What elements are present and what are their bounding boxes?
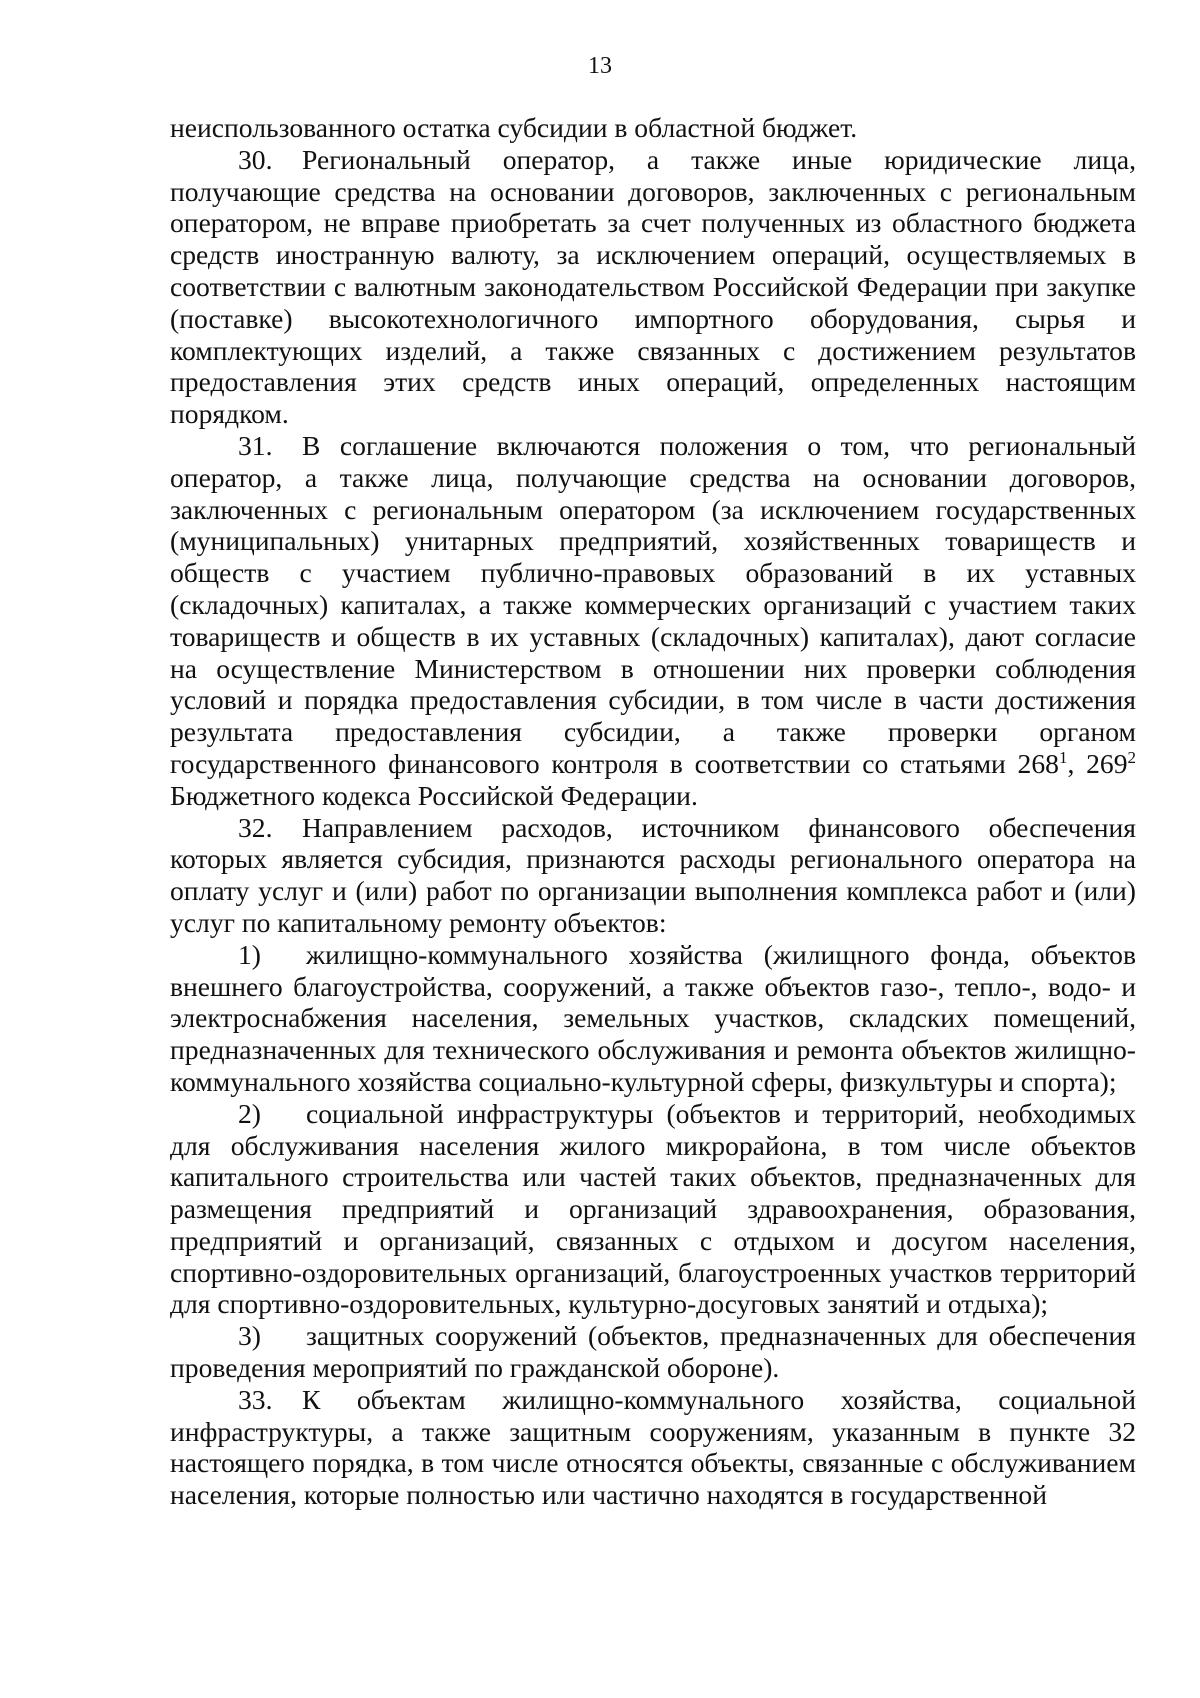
paragraph-text: К объектам жилищно-коммунального хозяйства, социальной инфраструктуры, а также защитным сооружениям, указанным в пункте 32 настоящего порядка, в том числе относятся объекты, связанные с обслуживанием населения, которые полностью или частично находятся в государственной: [170, 1383, 1136, 1511]
paragraph-text: , 269: [1067, 747, 1128, 779]
superscript: 1: [1058, 747, 1068, 767]
paragraph-text: Направлением расходов, источником финансового обеспечения которых является субсидия, признаются расходы регионального оператора на оплату услуг и (или) работ по организации выполнения комплекса работ и (или) услуг по капитальному ремонту объектов:: [170, 811, 1136, 938]
paragraph-32-item-2: [170, 1098, 1136, 1321]
item-number: 2): [238, 1097, 261, 1129]
item-number: 3): [238, 1320, 261, 1352]
superscript: 2: [1127, 747, 1137, 767]
paragraph-text: защитных сооружений (объектов, предназначенных для обеспечения проведения мероприятий по гражданской обороне).: [170, 1320, 1136, 1384]
paragraph-32-item-1: [170, 939, 1136, 1098]
paragraph-number: 31.: [238, 429, 273, 461]
document-body: [170, 112, 1136, 1511]
paragraph-text: Бюджетного кодекса Российской Федерации.: [170, 779, 698, 811]
paragraph-33: [170, 1384, 1136, 1511]
paragraph-continuation: [170, 112, 1136, 144]
paragraph-text: социальной инфраструктуры (объектов и территорий, необходимых для обслуживания населения жилого микрорайона, в том числе объектов капитального строительства или частей таких объектов, предназначенных для размещения предприятий и организаций здравоохранения, образования, предприятий и организаций, связанных с отдыхом и досугом населения, спортивно-оздоровительных организаций, благоустроенных участков территорий для спортивно-оздоровительных, культурно-досуговых занятий и отдыха);: [170, 1097, 1136, 1320]
paragraph-number: 33.: [238, 1383, 273, 1415]
paragraph-text: В соглашение включаются положения о том, что региональный оператор, а также лица, получающие средства на основании договоров, заключенных с региональным оператором (за исключением государственных (муниципальных) унитарных предприятий, хозяйственных товариществ и обществ с участием публично-правовых образований в их уставных (складочных) капиталах, а также коммерческих организаций с участием таких товариществ и обществ в их уставных (складочных) капиталах), дают согласие на осуществление Министерством в отношении них проверки соблюдения условий и порядка предоставления субсидии, в том числе в части достижения результата предоставления субсидии, а также проверки органом государственного финансового контроля в соответствии со статьями 268: [170, 429, 1136, 779]
paragraph-text: неиспользованного остатка субсидии в областной бюджет.: [170, 112, 858, 143]
item-number: 1): [238, 938, 261, 970]
paragraph-text: жилищно-коммунального хозяйства (жилищного фонда, объектов внешнего благоустройства, сооружений, а также объектов газо-, тепло-, водо- и электроснабжения населения, земельных участков, складских помещений, предназначенных для технического обслуживания и ремонта объектов жилищно-коммунального хозяйства социально-культурной сферы, физкультуры и спорта);: [170, 938, 1136, 1097]
paragraph-number: 32.: [238, 811, 273, 843]
paragraph-32: [170, 812, 1136, 939]
page-number: 13: [588, 53, 612, 79]
paragraph-30: [170, 144, 1136, 430]
paragraph-32-item-3: [170, 1320, 1136, 1384]
paragraph-number: 30.: [238, 143, 273, 175]
paragraph-text: Региональный оператор, а также иные юридические лица, получающие средства на основании договоров, заключенных с региональным оператором, не вправе приобретать за счет полученных из областного бюджета средств иностранную валюту, за исключением операций, осуществляемых в соответствии с валютным законодательством Российской Федерации при закупке (поставке) высокотехнологичного импортного оборудования, сырья и комплектующих изделий, а также связанных с достижением результатов предоставления этих средств иных операций, определенных настоящим порядком.: [170, 143, 1136, 430]
paragraph-31: [170, 430, 1136, 812]
